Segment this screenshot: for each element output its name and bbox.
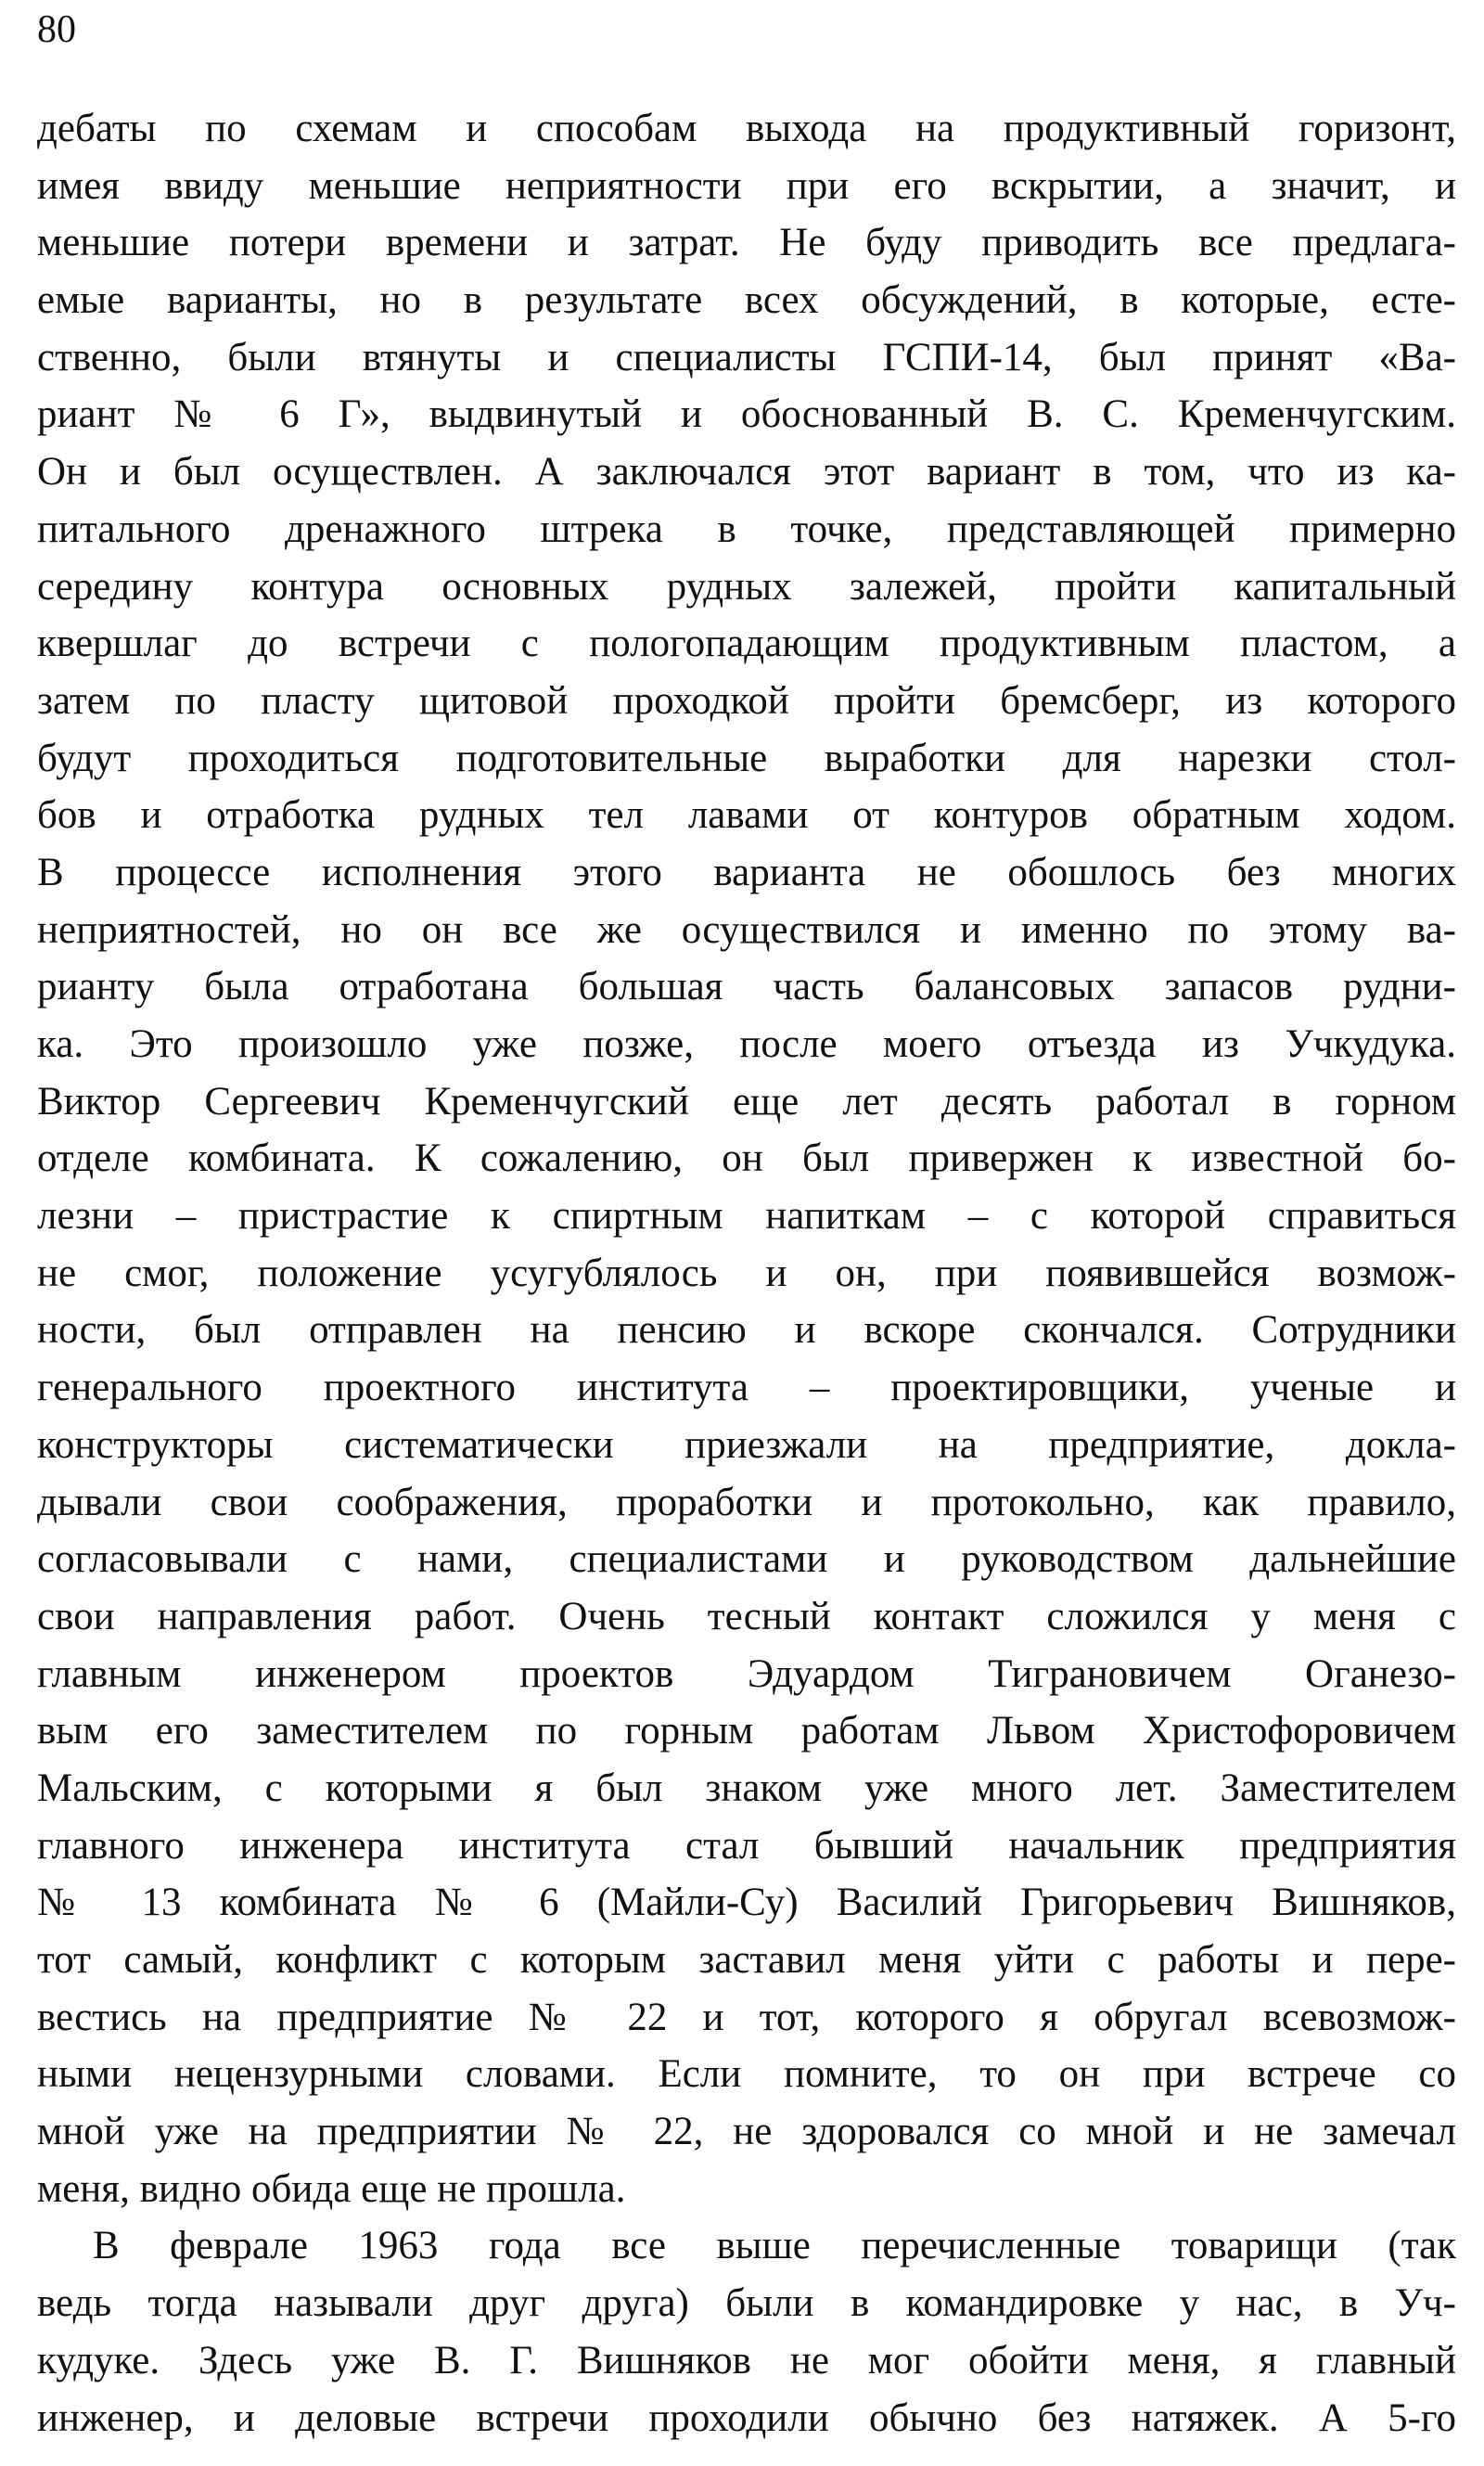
text-line: ка. Это произошло уже позже, после моего отъезда из Учкудука. bbox=[37, 1022, 1456, 1066]
text-line: меньшие потери времени и затрат. Не буду приводить все предлага- bbox=[37, 221, 1456, 265]
text-line: Виктор Сергеевич Кременчугский еще лет десять работал в горном bbox=[37, 1079, 1456, 1124]
text-line: вестись на предприятие № 22 и тот, которого я обругал всевозмож- bbox=[37, 1995, 1456, 2039]
text-line: не смог, положение усугублялось и он, при появившейся возмож- bbox=[37, 1251, 1456, 1295]
text-line: питального дренажного штрека в точке, представляющей примерно bbox=[37, 507, 1456, 551]
page-number: 80 bbox=[37, 8, 76, 51]
text-line: В феврале 1963 года все выше перечисленные товарищи (так bbox=[93, 2224, 1456, 2268]
text-line: тот самый, конфликт с которым заставил меня уйти с работы и пере- bbox=[37, 1938, 1456, 1982]
paragraph bbox=[37, 100, 1456, 2217]
text-line: будут проходиться подготовительные выработки для нарезки стол- bbox=[37, 736, 1456, 780]
text-line: генерального проектного института – проектировщики, ученые и bbox=[37, 1366, 1456, 1410]
text-line: мной уже на предприятии № 22, не здоровался со мной и не замечал bbox=[37, 2110, 1456, 2154]
text-line: дебаты по схемам и способам выхода на продуктивный горизонт, bbox=[37, 107, 1456, 150]
text-line: квершлаг до встречи с пологопадающим продуктивным пластом, а bbox=[37, 622, 1456, 666]
text-line: меня, видно обида еще не прошла. bbox=[37, 2166, 626, 2211]
text-line: бов и отработка рудных тел лавами от контуров обратным ходом. bbox=[37, 793, 1456, 838]
text-line: Мальским, с которыми я был знаком уже много лет. Заместителем bbox=[37, 1766, 1456, 1810]
text-line: Он и был осуществлен. А заключался этот вариант в том, что из ка- bbox=[37, 450, 1456, 494]
text-line: № 13 комбината № 6 (Майли-Су) Василий Григорьевич Вишняков, bbox=[37, 1881, 1456, 1925]
text-line: дывали свои соображения, проработки и протокольно, как правило, bbox=[37, 1480, 1456, 1524]
text-line: свои направления работ. Очень тесный контакт сложился у меня с bbox=[37, 1594, 1456, 1638]
text-line: ственно, были втянуты и специалисты ГСПИ-14, был принят «Ва- bbox=[37, 335, 1456, 379]
text-line: главного инженера института стал бывший начальник предприятия bbox=[37, 1823, 1456, 1868]
text-body bbox=[37, 100, 1456, 2447]
text-line: вым его заместителем по горным работам Львом Христофоровичем bbox=[37, 1709, 1456, 1753]
text-line: главным инженером проектов Эдуардом Тиграновичем Оганезо- bbox=[37, 1651, 1456, 1696]
text-line: ности, был отправлен на пенсию и вскоре скончался. Сотрудники bbox=[37, 1308, 1456, 1353]
paragraph bbox=[37, 2217, 1456, 2447]
text-line: В процессе исполнения этого варианта не обошлось без многих bbox=[37, 850, 1456, 894]
text-line: риант № 6 Г», выдвинутый и обоснованный В. С. Кременчугским. bbox=[37, 392, 1456, 437]
text-line: емые варианты, но в результате всех обсуждений, в которые, есте- bbox=[37, 278, 1456, 323]
text-line: отделе комбината. К сожалению, он был привержен к известной бо- bbox=[37, 1137, 1456, 1181]
text-line: ведь тогда называли друг друга) были в командировке у нас, в Уч- bbox=[37, 2281, 1456, 2326]
text-line: рианту была отработана большая часть балансовых запасов рудни- bbox=[37, 965, 1456, 1009]
text-line: имея ввиду меньшие неприятности при его вскрытии, а значит, и bbox=[37, 163, 1456, 208]
text-line: неприятностей, но он все же осуществился и именно по этому ва- bbox=[37, 907, 1456, 952]
text-line: лезни – пристрастие к спиртным напиткам – с которой справиться bbox=[37, 1194, 1456, 1239]
text-line: согласовывали с нами, специалистами и руководством дальнейшие bbox=[37, 1537, 1456, 1582]
text-line: инженер, и деловые встречи проходили обычно без натяжек. А 5-го bbox=[37, 2395, 1456, 2440]
text-line: затем по пласту щитовой проходкой пройти бремсберг, из которого bbox=[37, 678, 1456, 723]
text-line: ными нецензурными словами. Если помните, то он при встрече со bbox=[37, 2052, 1456, 2097]
text-line: конструкторы систематически приезжали на предприятие, докла- bbox=[37, 1422, 1456, 1467]
text-line: кудуке. Здесь уже В. Г. Вишняков не мог обойти меня, я главный bbox=[37, 2338, 1456, 2383]
text-line: середину контура основных рудных залежей, пройти капитальный bbox=[37, 564, 1456, 609]
